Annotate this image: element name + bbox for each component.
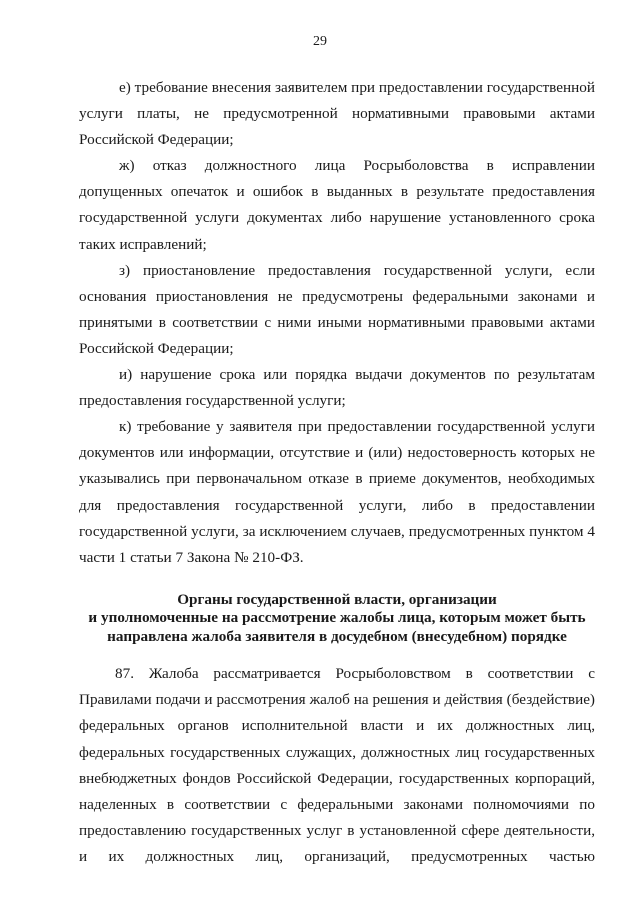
list-item-z: з) приостановление предоставления государственной услуги, если основания приостановления не предусмотрены федеральными законами и принятыми в соответствии с ними иными нормативными правовыми актами Российской Федерации; [79,261,595,357]
list-item-e: е) требование внесения заявителем при предоставлении государственной услуги платы, не предусмотренной нормативными правовыми актами Российской Федерации; [79,79,595,149]
list-item-k: к) требование у заявителя при предоставлении государственной услуги документов или информации, отсутствие и (или) недостоверность которых не указывались при первоначальном отказе в приеме документов, необходимых для предоставления государственной услуги, либо в предоставлении государственной услуги, за исключением случаев, предусмотренных пунктом 4 части 1 статьи 7 Закона № 210-ФЗ. [79,418,595,566]
section-heading-line: направлена жалоба заявителя в досудебном (внесудебном) порядке [107,627,567,645]
list-item-i: и) нарушение срока или порядка выдачи документов по результатам предоставления государственной услуги; [79,366,595,410]
document-body [79,75,595,870]
paragraph-87: 87. Жалоба рассматривается Росрыболовством в соответствии с Правилами подачи и рассмотрения жалоб на решения и действия (бездействие) федеральных органов исполнительной власти и их должностных лиц, федеральных государственных служащих, должностных лиц государственных внебюджетных фондов Российской Федерации, государственных корпораций, наделенных в соответствии с федеральными законами полномочиями по предоставлению государственных услуг в установленной сфере деятельности, и их должностных лиц, организаций, предусмотренных частью [79,665,595,865]
section-heading-line: и уполномоченные на рассмотрение жалобы лица, которым может быть [88,609,586,627]
list-item-zh: ж) отказ должностного лица Росрыболовства в исправлении допущенных опечаток и ошибок в выданных в результате предоставления государственной услуги документах либо нарушение установленного срока таких исправлений; [79,157,595,253]
section-heading [79,591,595,647]
section-heading-line: Органы государственной власти, организации [177,590,497,608]
page-number: 29 [313,34,327,49]
